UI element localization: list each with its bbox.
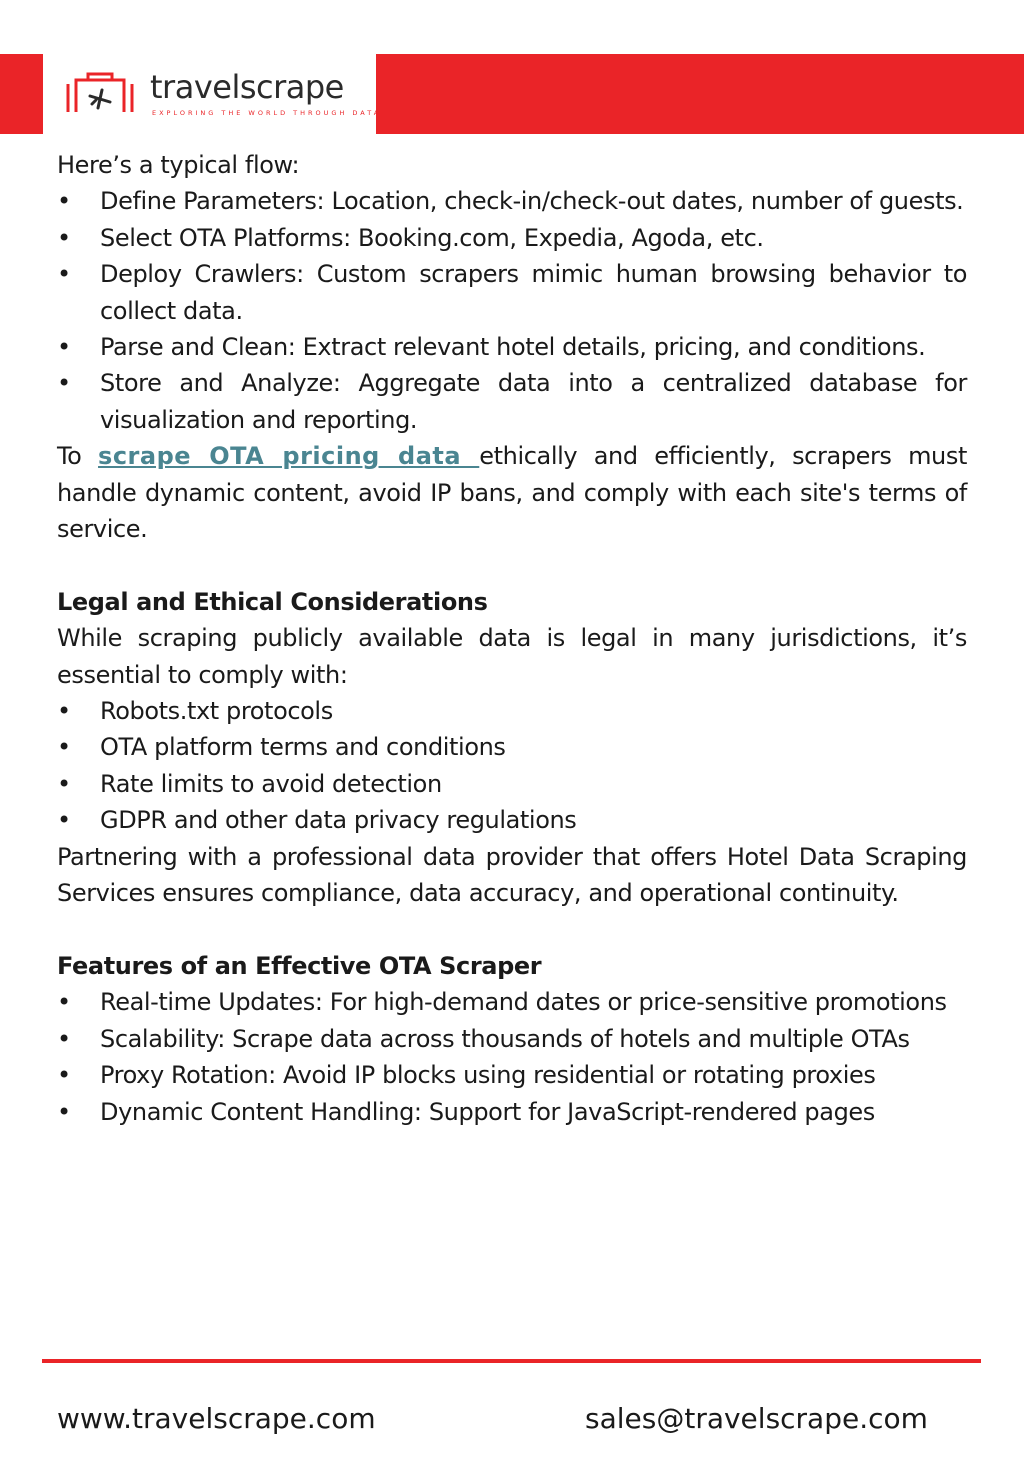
- legal-heading: Legal and Ethical Considerations: [57, 587, 488, 616]
- list-item: • Rate limits to avoid detection: [57, 766, 967, 802]
- list-item: • Scalability: Scrape data across thousands of hotels and multiple OTAs: [57, 1021, 967, 1057]
- features-heading: Features of an Effective OTA Scraper: [57, 951, 542, 980]
- bullet: •: [57, 769, 71, 798]
- footer-divider: [42, 1359, 981, 1363]
- bullet: •: [57, 697, 71, 726]
- flow-list: [57, 183, 967, 438]
- brand-tagline: EXPLORING THE WORLD THROUGH DATA: [152, 109, 382, 117]
- ota-paragraph: To scrape OTA pricing data ethically and efficiently, scrapers must handle dynamic content, avoid IP bans, and comply with each site's terms of service.: [57, 442, 967, 544]
- bullet: •: [57, 260, 71, 289]
- list-item: • Store and Analyze: Aggregate data into a centralized database for visualization and reporting.: [57, 365, 967, 438]
- list-item: • Define Parameters: Location, check-in/check-out dates, number of guests.: [57, 183, 967, 219]
- suitcase-plane-icon: [66, 70, 146, 114]
- header-red-bar-left: [0, 54, 43, 134]
- list-item: • GDPR and other data privacy regulations: [57, 802, 967, 838]
- bullet: •: [57, 1024, 71, 1053]
- flow-intro: Here’s a typical flow:: [57, 151, 300, 179]
- bullet: •: [57, 187, 71, 216]
- bullet: •: [57, 1061, 71, 1090]
- list-item: • Proxy Rotation: Avoid IP blocks using residential or rotating proxies: [57, 1057, 967, 1093]
- bullet: •: [57, 333, 71, 362]
- bullet: •: [57, 1097, 71, 1126]
- header-red-bar-right: [376, 54, 1024, 134]
- bullet: •: [57, 733, 71, 762]
- list-item: • Robots.txt protocols: [57, 693, 967, 729]
- footer-email-link[interactable]: sales@travelscrape.com: [585, 1402, 928, 1435]
- bullet: •: [57, 223, 71, 252]
- bullet: •: [57, 369, 71, 398]
- brand-name: travelscrape: [150, 68, 344, 106]
- legal-list: [57, 693, 967, 839]
- bullet: •: [57, 988, 71, 1017]
- list-item: • Deploy Crawlers: Custom scrapers mimic human browsing behavior to collect data.: [57, 256, 967, 329]
- legal-closing: Partnering with a professional data provider that offers Hotel Data Scraping Services ensures compliance, data accuracy, and operational continuity.: [57, 842, 967, 908]
- legal-intro: While scraping publicly available data is legal in many jurisdictions, it’s essential to comply with:: [57, 624, 967, 689]
- list-item: • OTA platform terms and conditions: [57, 729, 967, 765]
- brand-logo: [66, 68, 382, 122]
- footer-website-link[interactable]: www.travelscrape.com: [57, 1402, 376, 1435]
- scrape-ota-pricing-link[interactable]: scrape OTA pricing data: [98, 442, 480, 471]
- list-item: • Dynamic Content Handling: Support for JavaScript-rendered pages: [57, 1094, 967, 1130]
- list-item: • Real-time Updates: For high-demand dates or price-sensitive promotions: [57, 984, 967, 1020]
- article-body: [57, 147, 967, 1130]
- bullet: •: [57, 806, 71, 835]
- features-list: [57, 984, 967, 1130]
- list-item: • Parse and Clean: Extract relevant hotel details, pricing, and conditions.: [57, 329, 967, 365]
- list-item: • Select OTA Platforms: Booking.com, Expedia, Agoda, etc.: [57, 220, 967, 256]
